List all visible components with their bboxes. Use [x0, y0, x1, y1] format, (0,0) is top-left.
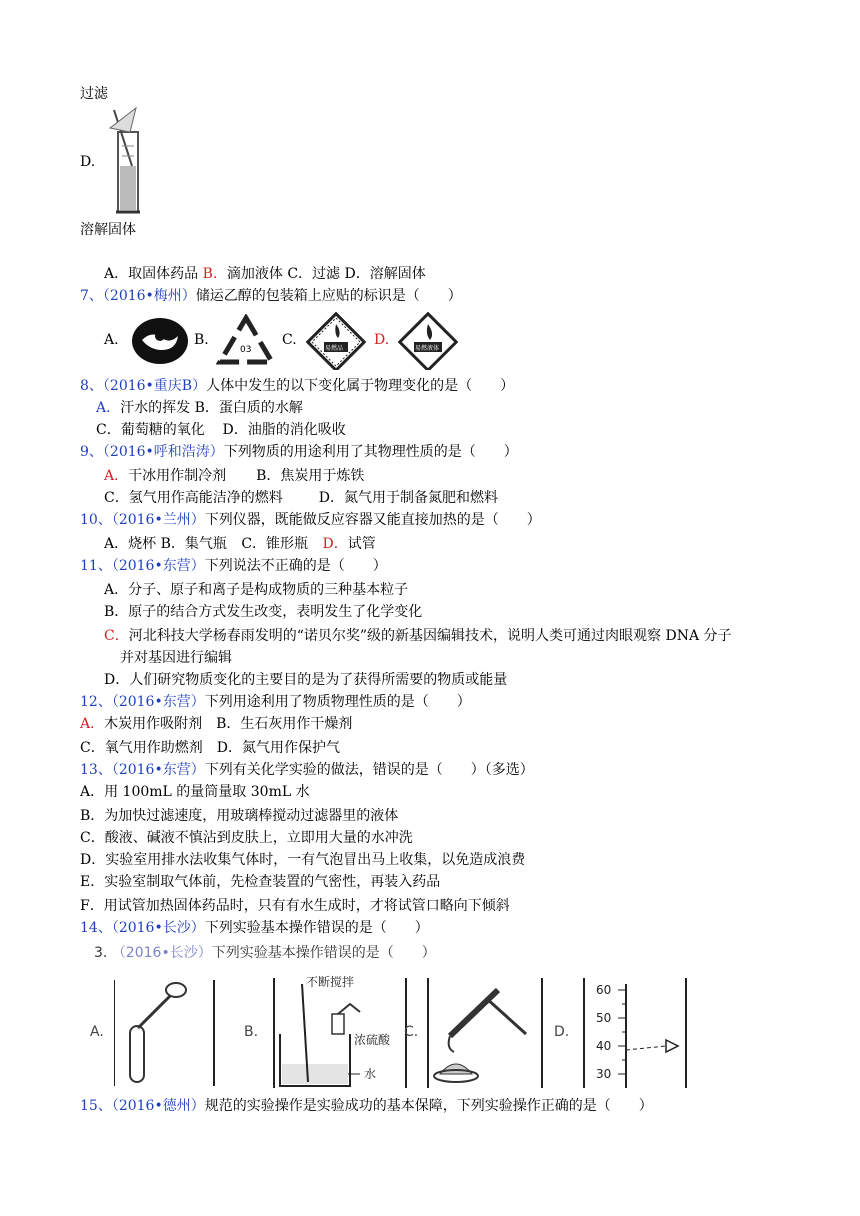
q10-text: 下列仪器，既能做反应容器又能直接加热的是（ ） — [204, 512, 541, 528]
q14-source: （2016•长沙） — [111, 920, 205, 936]
dissolve-solid-image — [106, 106, 146, 216]
q10-option-d-letter: D． — [322, 536, 348, 552]
q13-number: 13、 — [80, 762, 112, 778]
q13-option-d: D．实验室用排水法收集气体时，一有气泡冒出马上收集，以免造成浪费 — [80, 852, 526, 868]
q12-text: 下列用途利用了物质物理性质的是（ ） — [204, 694, 471, 710]
q8-option-a: 汗水的挥发 — [120, 400, 191, 416]
q13-option-e: E．实验室制取气体前，先检查装置的气密性，再装入药品 — [80, 874, 441, 890]
q11-option-c-cont: 并对基因进行编辑 — [120, 650, 232, 666]
q13-option-a: A．用 100mL 的量筒量取 30mL 水 — [80, 784, 310, 800]
q7-source: （2016•梅州） — [102, 288, 196, 304]
q9-text: 下列物质的用途利用了其物理性质的是（ ） — [223, 444, 518, 460]
q9-stem — [80, 442, 518, 462]
q13-stem — [80, 760, 534, 780]
q7-option-b-letter: B. — [194, 332, 209, 348]
q14-scan-option-c: C. — [404, 1024, 419, 1040]
q7-number: 7、 — [80, 288, 103, 304]
q13-option-f: F．用试管加热固体药品时，只有有水生成时，才将试管口略向下倾斜 — [80, 898, 510, 914]
q14-scan-option-d: D. — [554, 1024, 570, 1040]
q14-dilution-beaker — [270, 974, 410, 1090]
q12-source: （2016•东营） — [111, 694, 205, 710]
q7-option-c-sign — [306, 312, 366, 370]
q9-source: （2016•呼和浩涛） — [102, 444, 224, 460]
q9-row2 — [104, 488, 498, 508]
q8-option-b: B．蛋白质的水解 — [194, 400, 303, 416]
q6-option-a: A．取固体药品 — [104, 266, 199, 282]
q14-scale-50: 50 — [596, 1011, 612, 1025]
q9-row1 — [104, 466, 364, 486]
q14-graduated-cylinder — [582, 974, 692, 1090]
q12-row1 — [80, 714, 352, 734]
q9-number: 9、 — [80, 444, 103, 460]
q13-source: （2016•东营） — [111, 762, 205, 778]
q14-scale-30: 30 — [596, 1067, 612, 1081]
q14-scan-option-b: B. — [244, 1024, 259, 1040]
q8-row2 — [96, 420, 346, 440]
q7-text: 储运乙醇的包装箱上应贴的标识是（ ） — [195, 288, 462, 304]
q15-stem — [80, 1096, 653, 1116]
q6-option-d: D．溶解固体 — [344, 266, 426, 282]
q14-scan-title — [94, 942, 436, 962]
q11-row-c — [104, 626, 732, 646]
q7-option-d-letter: D. — [374, 332, 390, 348]
q12-option-c: C．氧气用作助燃剂 — [80, 740, 203, 756]
q13-option-c: C．酸液、碱液不慎沾到皮肤上，立即用大量的水冲洗 — [80, 830, 413, 846]
q10-stem — [80, 510, 541, 530]
q12-row2 — [80, 738, 340, 758]
q14-scale-40: 40 — [596, 1039, 612, 1053]
q8-text: 人体中发生的以下变化属于物理变化的是（ ） — [206, 378, 515, 394]
q8-option-c: C．葡萄糖的氧化 — [96, 422, 205, 438]
q10-option-a: A．烧杯 — [104, 536, 157, 552]
q13-text: 下列有关化学实验的做法，错误的是（ ）（多选） — [204, 762, 534, 778]
q15-number: 15、 — [80, 1098, 112, 1114]
q11-option-d: D．人们研究物质变化的主要目的是为了获得所需要的物质或能量 — [104, 672, 508, 688]
q14-water-label: 水 — [364, 1067, 377, 1081]
dissolve-label: 溶解固体 — [80, 222, 136, 238]
q8-option-d: D．油脂的消化吸收 — [222, 422, 346, 438]
q13-option-b: B．为加快过滤速度，用玻璃棒搅动过滤器里的液体 — [80, 808, 399, 824]
q12-option-d: D．氮气用作保护气 — [216, 740, 340, 756]
q12-option-b: B．生石灰用作干燥剂 — [216, 716, 353, 732]
q6-option-b-letter: B． — [202, 266, 227, 282]
q11-text: 下列说法不正确的是（ ） — [204, 558, 387, 574]
q8-stem — [80, 376, 514, 396]
q8-option-a-letter: A． — [96, 400, 121, 416]
q7-option-c-letter: C. — [282, 332, 297, 348]
q10-number: 10、 — [80, 512, 112, 528]
q12-option-a: 木炭用作吸附剂 — [104, 716, 203, 732]
q10-option-d: 试管 — [347, 536, 376, 552]
q8-source: （2016•重庆B） — [102, 378, 207, 394]
q6-option-b: 滴加液体 — [226, 266, 283, 282]
option-d-label: D. — [80, 154, 96, 170]
q9-option-a: 干冰用作制冷剂 — [128, 468, 227, 484]
q6-answers — [104, 264, 426, 284]
q14-text: 下列实验基本操作错误的是（ ） — [204, 920, 429, 936]
q8-row1 — [96, 398, 303, 418]
q9-option-b: B．焦炭用于炼铁 — [256, 468, 365, 484]
q10-option-c: C．锥形瓶 — [241, 536, 309, 552]
q15-text: 规范的实验操作是实验成功的基本保障，下列实验操作正确的是（ ） — [204, 1098, 653, 1114]
q14-number: 14、 — [80, 920, 112, 936]
sign-d-text: 易燃液体 — [415, 345, 440, 352]
q14-scan-source: （2016•长沙） — [111, 945, 212, 961]
recycle-number: 03 — [240, 345, 252, 355]
q10-options — [104, 534, 376, 554]
q7-stem — [80, 286, 462, 306]
q10-source: （2016•兰州） — [111, 512, 205, 528]
q15-source: （2016•德州） — [111, 1098, 205, 1114]
q7-option-d-sign — [398, 312, 458, 370]
q12-number: 12、 — [80, 694, 112, 710]
q14-scan-number: 3. — [94, 945, 108, 961]
q11-option-b: B．原子的结合方式发生改变，表明发生了化学变化 — [104, 604, 423, 620]
q7-option-a-sign — [130, 316, 190, 366]
q14-scan-option-a: A. — [90, 1024, 104, 1040]
q14-stir-label: 不断搅拌 — [306, 975, 355, 989]
q14-stem — [80, 918, 429, 938]
q14-scan-text: 下列实验基本操作错误的是（ ） — [211, 945, 436, 961]
q12-option-a-letter: A． — [80, 716, 105, 732]
q14-acid-label: 浓硫酸 — [354, 1033, 391, 1047]
q10-option-b: B．集气瓶 — [160, 536, 227, 552]
q14-heating-tube — [426, 974, 546, 1090]
q12-stem — [80, 692, 471, 712]
q14-test-tube-dropper — [114, 976, 224, 1088]
q9-option-d: D．氮气用于制备氮肥和燃料 — [318, 490, 498, 506]
sign-c-text: 易燃品 — [325, 345, 344, 352]
q14-scan-image — [84, 940, 704, 1090]
q7-option-a-letter: A. — [104, 332, 119, 348]
q11-option-a: A．分子、原子和离子是构成物质的三种基本粒子 — [104, 582, 409, 598]
q14-scale-60: 60 — [596, 983, 612, 997]
q6-option-c: C．过滤 — [287, 266, 341, 282]
q11-source: （2016•东营） — [111, 558, 205, 574]
q11-option-c-letter: C． — [104, 628, 129, 644]
q7-option-b-recycle — [216, 314, 276, 368]
q8-number: 8、 — [80, 378, 103, 394]
q11-stem — [80, 556, 387, 576]
q11-number: 11、 — [80, 558, 112, 574]
q11-option-c: 河北科技大学杨春雨发明的“诺贝尔奖”级的新基因编辑技术，说明人类可通过肉眼观察 DNA 分子 — [128, 628, 732, 644]
q9-option-a-letter: A． — [104, 468, 129, 484]
q9-option-c: C．氢气用作高能洁净的燃料 — [104, 490, 283, 506]
filter-label: 过滤 — [80, 86, 108, 102]
